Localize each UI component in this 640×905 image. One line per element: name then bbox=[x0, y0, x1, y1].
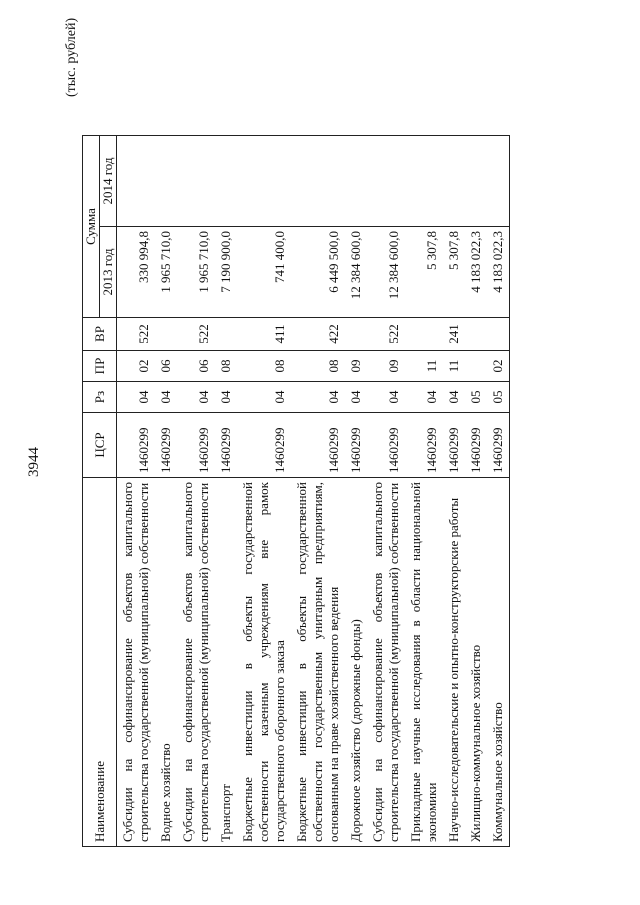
cell-y2014 bbox=[177, 136, 215, 227]
cell-csr: 1460299 bbox=[487, 413, 510, 478]
cell-name: Субсидии на софинансирование объектов капитального строительства государственной (муниципальной) собственности bbox=[117, 478, 156, 847]
cell-vr bbox=[215, 318, 237, 351]
header-pr: ПР bbox=[83, 351, 117, 382]
cell-csr: 1460299 bbox=[465, 413, 487, 478]
cell-y2014 bbox=[367, 136, 405, 227]
cell-rz: 05 bbox=[487, 382, 510, 413]
cell-name: Субсидии на софинансирование объектов капитального строительства государственной (муниципальной) собственности bbox=[177, 478, 215, 847]
cell-vr bbox=[345, 318, 367, 351]
cell-vr bbox=[487, 318, 510, 351]
cell-name: Научно-исследовательские и опытно-конструкторские работы bbox=[443, 478, 465, 847]
cell-csr: 1460299 bbox=[215, 413, 237, 478]
cell-rz: 04 bbox=[177, 382, 215, 413]
unit-label: (тыс. рублей) bbox=[64, 17, 79, 97]
header-2014: 2014 год bbox=[100, 136, 117, 227]
cell-y2013: 6 449 500,0 bbox=[291, 227, 345, 318]
cell-csr: 1460299 bbox=[367, 413, 405, 478]
cell-pr: 08 bbox=[237, 351, 291, 382]
table-row bbox=[177, 136, 215, 847]
cell-rz: 04 bbox=[367, 382, 405, 413]
table-row bbox=[237, 136, 291, 847]
cell-y2014 bbox=[465, 136, 487, 227]
table-row bbox=[487, 136, 510, 847]
cell-name: Жилищно-коммунальное хозяйство bbox=[465, 478, 487, 847]
cell-y2014 bbox=[237, 136, 291, 227]
cell-name: Транспорт bbox=[215, 478, 237, 847]
cell-y2013: 1 965 710,0 bbox=[155, 227, 177, 318]
cell-vr bbox=[465, 318, 487, 351]
header-name: Наименование bbox=[83, 478, 117, 847]
cell-pr: 11 bbox=[405, 351, 443, 382]
cell-csr: 1460299 bbox=[117, 413, 156, 478]
header-csr: ЦСР bbox=[83, 413, 117, 478]
cell-pr: 09 bbox=[345, 351, 367, 382]
cell-vr: 241 bbox=[443, 318, 465, 351]
table-row bbox=[215, 136, 237, 847]
cell-name: Бюджетные инвестиции в объекты государственной собственности казенным учреждениям вне рамок государственного оборонного заказа bbox=[237, 478, 291, 847]
cell-vr: 422 bbox=[291, 318, 345, 351]
cell-csr: 1460299 bbox=[155, 413, 177, 478]
header-sum: Сумма bbox=[83, 136, 100, 318]
cell-rz: 04 bbox=[215, 382, 237, 413]
cell-vr: 522 bbox=[177, 318, 215, 351]
cell-name: Водное хозяйство bbox=[155, 478, 177, 847]
cell-rz: 04 bbox=[291, 382, 345, 413]
cell-rz: 05 bbox=[465, 382, 487, 413]
cell-csr: 1460299 bbox=[177, 413, 215, 478]
cell-name: Бюджетные инвестиции в объекты государственной собственности государственным унитарным предприятиям, основанным на праве хозяйственного ведения bbox=[291, 478, 345, 847]
cell-pr: 06 bbox=[177, 351, 215, 382]
header-vr: ВР bbox=[83, 318, 117, 351]
cell-y2013: 4 183 022,3 bbox=[465, 227, 487, 318]
cell-y2014 bbox=[443, 136, 465, 227]
cell-y2014 bbox=[345, 136, 367, 227]
table-row bbox=[117, 136, 156, 847]
cell-name: Субсидии на софинансирование объектов капитального строительства государственной (муниципальной) собственности bbox=[367, 478, 405, 847]
budget-table bbox=[82, 135, 510, 847]
cell-name: Коммунальное хозяйство bbox=[487, 478, 510, 847]
cell-vr bbox=[155, 318, 177, 351]
cell-y2013: 12 384 600,0 bbox=[345, 227, 367, 318]
cell-pr bbox=[465, 351, 487, 382]
cell-y2014 bbox=[155, 136, 177, 227]
cell-pr: 02 bbox=[487, 351, 510, 382]
table-body bbox=[117, 136, 510, 847]
cell-csr: 1460299 bbox=[237, 413, 291, 478]
cell-csr: 1460299 bbox=[345, 413, 367, 478]
cell-y2013: 7 190 900,0 bbox=[215, 227, 237, 318]
table-row bbox=[405, 136, 443, 847]
header-rz: Рз bbox=[83, 382, 117, 413]
cell-pr: 09 bbox=[367, 351, 405, 382]
cell-y2013: 5 307,8 bbox=[405, 227, 443, 318]
cell-csr: 1460299 bbox=[291, 413, 345, 478]
header-2013: 2013 год bbox=[100, 227, 117, 318]
cell-rz: 04 bbox=[155, 382, 177, 413]
cell-rz: 04 bbox=[117, 382, 156, 413]
cell-y2013: 741 400,0 bbox=[237, 227, 291, 318]
page-number: 3944 bbox=[26, 447, 42, 477]
cell-rz: 04 bbox=[345, 382, 367, 413]
cell-pr: 11 bbox=[443, 351, 465, 382]
table-row bbox=[367, 136, 405, 847]
cell-vr bbox=[405, 318, 443, 351]
table-row bbox=[443, 136, 465, 847]
cell-name: Прикладные научные исследования в области национальной экономики bbox=[405, 478, 443, 847]
cell-pr: 08 bbox=[291, 351, 345, 382]
cell-y2013: 12 384 600,0 bbox=[367, 227, 405, 318]
table-row bbox=[345, 136, 367, 847]
cell-pr: 06 bbox=[155, 351, 177, 382]
table-row bbox=[465, 136, 487, 847]
cell-y2014 bbox=[215, 136, 237, 227]
cell-y2014 bbox=[291, 136, 345, 227]
cell-csr: 1460299 bbox=[405, 413, 443, 478]
table-row bbox=[155, 136, 177, 847]
cell-vr: 522 bbox=[117, 318, 156, 351]
table-row bbox=[291, 136, 345, 847]
cell-y2013: 4 183 022,3 bbox=[487, 227, 510, 318]
cell-vr: 411 bbox=[237, 318, 291, 351]
cell-name: Дорожное хозяйство (дорожные фонды) bbox=[345, 478, 367, 847]
cell-rz: 04 bbox=[443, 382, 465, 413]
cell-y2014 bbox=[117, 136, 156, 227]
cell-y2014 bbox=[487, 136, 510, 227]
cell-y2013: 330 994,8 bbox=[117, 227, 156, 318]
cell-y2013: 1 965 710,0 bbox=[177, 227, 215, 318]
cell-pr: 08 bbox=[215, 351, 237, 382]
cell-pr: 02 bbox=[117, 351, 156, 382]
cell-vr: 522 bbox=[367, 318, 405, 351]
cell-csr: 1460299 bbox=[443, 413, 465, 478]
cell-rz: 04 bbox=[237, 382, 291, 413]
cell-rz: 04 bbox=[405, 382, 443, 413]
cell-y2014 bbox=[405, 136, 443, 227]
cell-y2013: 5 307,8 bbox=[443, 227, 465, 318]
